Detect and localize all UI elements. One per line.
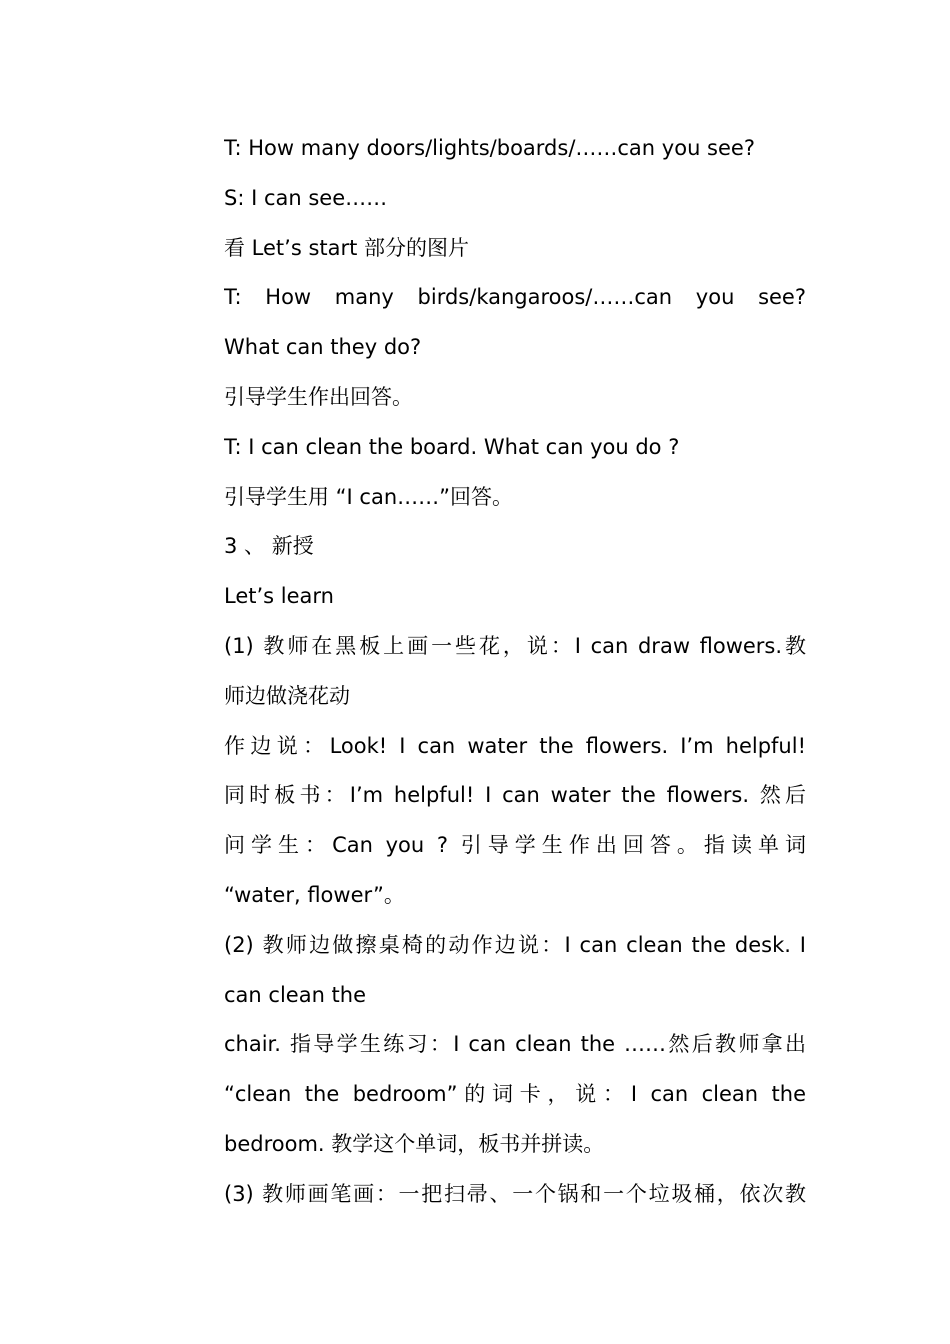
text-line: 问学生：Can you ? 引导学生作出回答。指读单词 bbox=[224, 833, 806, 858]
text-line: can clean the bbox=[224, 982, 367, 1007]
text-line: bedroom. 教学这个单词，板书并拼读。 bbox=[224, 1131, 605, 1156]
text-line: (2) 教师边做擦桌椅的动作边说：I can clean the desk. I bbox=[224, 932, 806, 957]
text-line: 看 Let’s start 部分的图片 bbox=[224, 235, 470, 260]
text-line: T: How many birds/kangaroos/……can you see? bbox=[224, 285, 806, 310]
text-line: S: I can see…… bbox=[224, 185, 388, 210]
text-line: (1) 教师在黑板上画一些花，说：I can draw flowers.教 bbox=[224, 633, 806, 658]
text-line: 同时板书：I’m helpful! I can water the flowers. 然后 bbox=[224, 783, 806, 808]
document-body bbox=[224, 124, 806, 1220]
text-line: 作边说：Look! I can water the flowers. I’m helpful! bbox=[224, 733, 806, 758]
text-line: (3) 教师画笔画：一把扫帚、一个锅和一个垃圾桶，依次教 bbox=[224, 1181, 806, 1206]
text-line: “water, flower”。 bbox=[224, 882, 405, 907]
text-line: 引导学生用 “I can……”回答。 bbox=[224, 484, 514, 509]
text-line: chair. 指导学生练习：I can clean the ……然后教师拿出 bbox=[224, 1032, 806, 1057]
text-line: What can they do? bbox=[224, 335, 422, 360]
text-line: 引导学生作出回答。 bbox=[224, 384, 413, 409]
text-line: “clean the bedroom”的词卡，说：I can clean the bbox=[224, 1082, 806, 1107]
subsection-heading: Let’s learn bbox=[224, 584, 334, 609]
section-heading: 3 、 新授 bbox=[224, 534, 314, 559]
text-line: T: How many doors/lights/boards/……can you see? bbox=[224, 136, 755, 160]
text-line: T: I can clean the board. What can you do ? bbox=[224, 434, 680, 459]
text-line: 师边做浇花动 bbox=[224, 683, 350, 708]
